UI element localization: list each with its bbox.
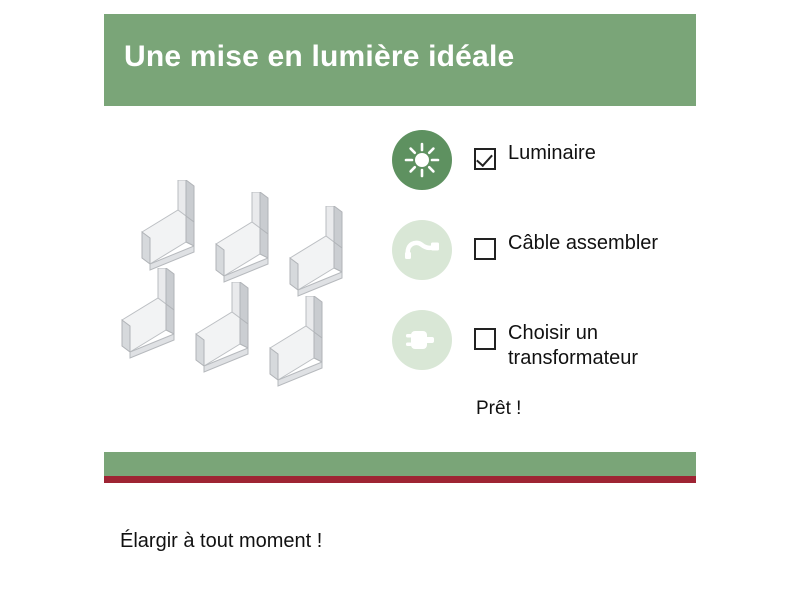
footer-red-band [104,476,696,483]
footer-green-band [104,452,696,476]
profile-item [262,296,412,392]
feature-row-cable [392,216,722,304]
cable-icon-badge [392,220,452,280]
plug-icon-badge [392,310,452,370]
sun-icon-badge [392,130,452,190]
feature-label-cable: Câble assembler [508,232,659,254]
feature-row-luminaire [392,126,722,214]
page-title: Une mise en lumière idéale [124,40,515,73]
feature-label-luminaire: Luminaire [508,142,596,164]
ready-text: Prêt ! [476,398,522,419]
feature-label-transformer: Choisir un transformateur [508,322,639,369]
feature-list [392,126,722,396]
cable-icon [402,236,442,264]
checkbox-transformer[interactable] [474,328,496,350]
feature-row-transformer [392,306,722,394]
checkbox-cable[interactable] [474,238,496,260]
plug-icon [403,325,441,355]
profile-shape [262,296,412,392]
aluminium-profiles-image [104,180,404,400]
footer-text: Élargir à tout moment ! [120,530,323,552]
sun-icon [404,142,440,178]
checkbox-luminaire[interactable] [474,148,496,170]
